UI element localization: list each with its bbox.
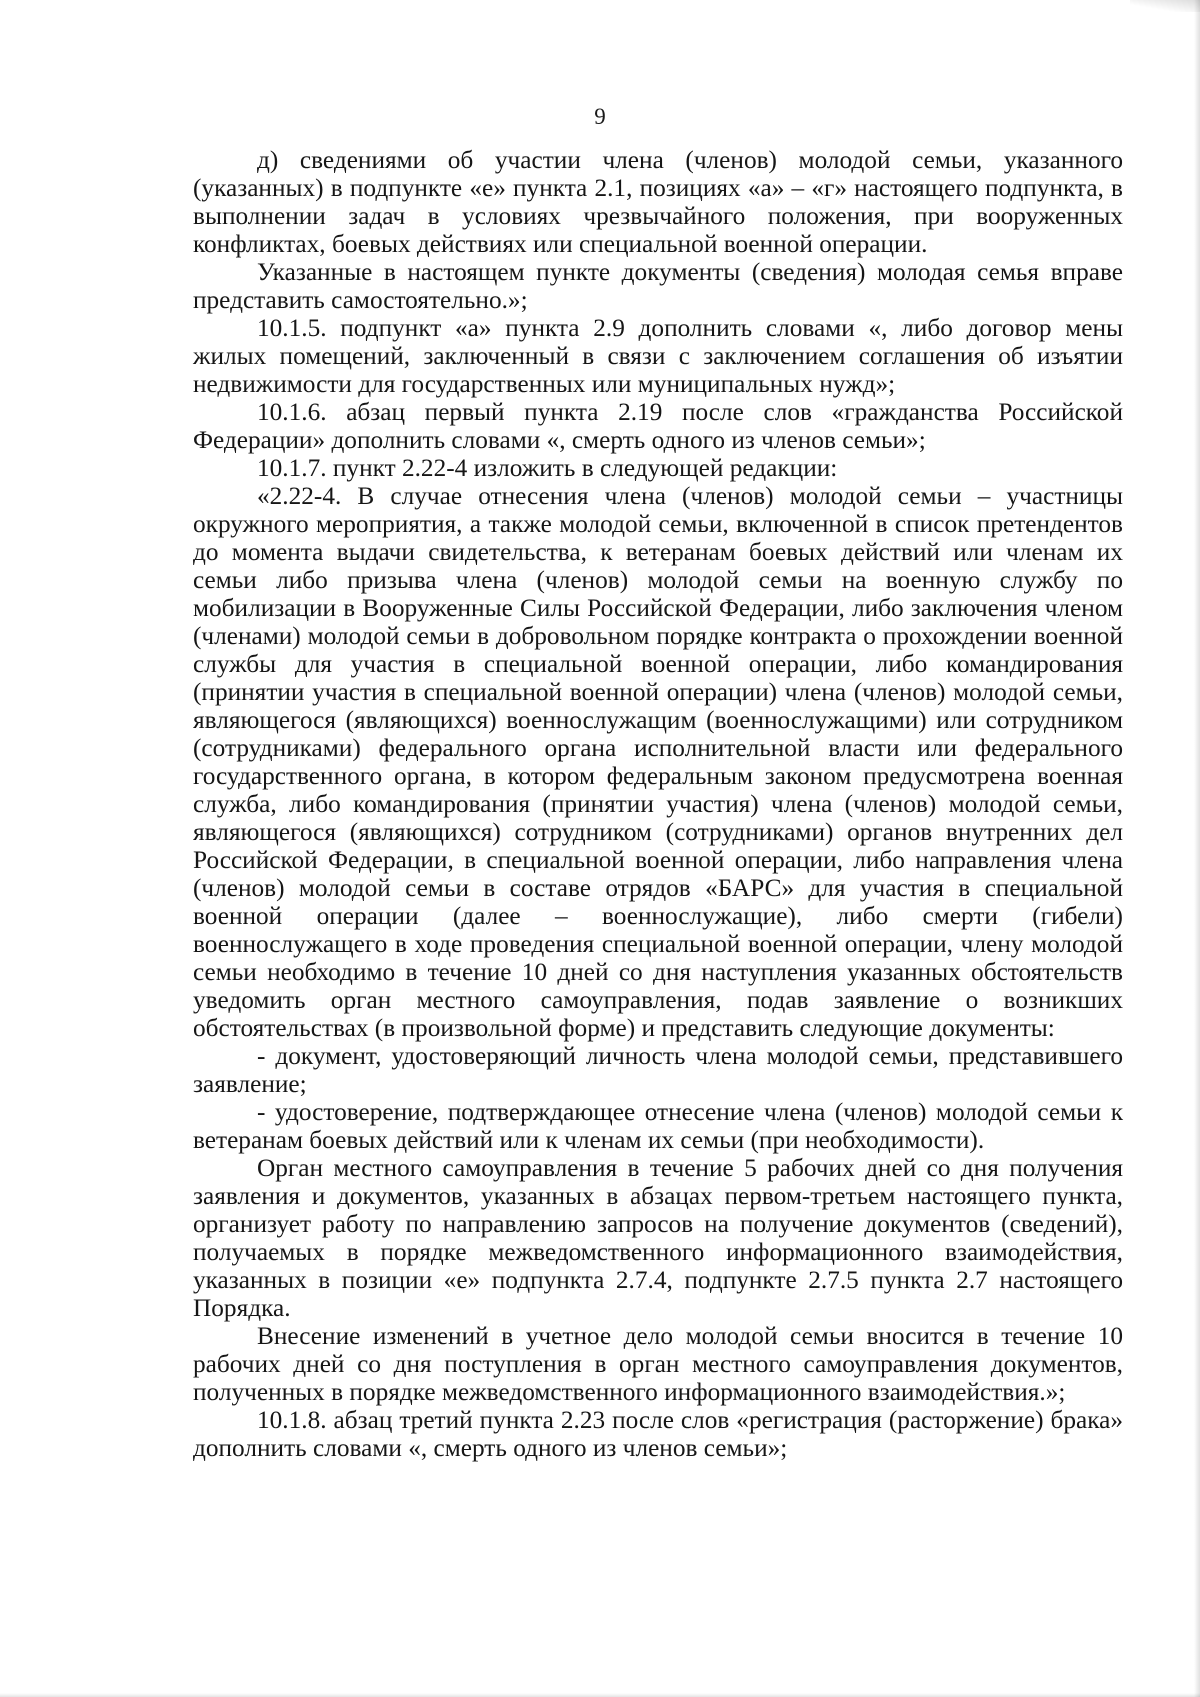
- scan-edge-right: [1194, 0, 1200, 1697]
- paragraph-veteran-certificate: - удостоверение, подтверждающее отнесение члена (членов) молодой семьи к ветеранам боевых действий или к членам их семьи (при необходимости).: [193, 1098, 1123, 1154]
- paragraph-identity-document: - документ, удостоверяющий личность члена молодой семьи, представившего заявление;: [193, 1042, 1123, 1098]
- scan-edge-bottom: [0, 1693, 1200, 1697]
- paragraph-10-1-6: 10.1.6. абзац первый пункта 2.19 после слов «гражданства Российской Федерации» дополнить словами «, смерть одного из членов семьи»;: [193, 398, 1123, 454]
- page-number: 9: [594, 104, 606, 129]
- paragraph-record-changes: Внесение изменений в учетное дело молодой семьи вносится в течение 10 рабочих дней со дня поступления в орган местного самоуправления документов, полученных в порядке межведомственного информационного взаимодействия.»;: [193, 1322, 1123, 1406]
- scan-corner-shadow: [1130, 0, 1200, 12]
- paragraph-10-1-7: 10.1.7. пункт 2.22-4 изложить в следующей редакции:: [257, 454, 838, 482]
- paragraph-2-22-4: «2.22-4. В случае отнесения члена (членов) молодой семьи – участницы окружного мероприятия, а также молодой семьи, включенной в список претендентов до момента выдачи свидетельства, к ветеранам боевых действий или членам их семьи либо призыва члена (членов) молодой семьи на военную службу по мобилизации в Вооруженные Силы Российской Федерации, либо заключения членом (членами) молодой семьи в добровольном порядке контракта о прохождении военной службы для участия в специальной военной операции, либо командирования (принятии участия в специальной военной операции) члена (членов) молодой семьи, являющегося (являющихся) военнослужащим (военнослужащими) или сотрудником (сотрудниками) федерального органа исполнительной власти или федерального государственного органа, в котором федеральным законом предусмотрена военная служба, либо командирования (принятии участия) члена (членов) молодой семьи, являющегося (являющихся) сотрудником (сотрудниками) органов внутренних дел Российской Федерации, в специальной военной операции, либо направления члена (членов) молодой семьи в составе отрядов «БАРС» для участия в специальной военной операции (далее – военнослужащие), либо смерти (гибели) военнослужащего в ходе проведения специальной военной операции, члену молодой семьи необходимо в течение 10 дней со дня наступления указанных обстоятельств уведомить орган местного самоуправления, подав заявление о возникших обстоятельствах (в произвольной форме) и представить следующие документы:: [193, 482, 1123, 1042]
- paragraph-d-item: д) сведениями об участии члена (членов) молодой семьи, указанного (указанных) в подпункте «е» пункта 2.1, позициях «а» – «г» настоящего подпункта, в выполнении задач в условиях чрезвычайного положения, при вооруженных конфликтах, боевых действиях или специальной военной операции.: [193, 146, 1123, 258]
- paragraph-10-1-5: 10.1.5. подпункт «а» пункта 2.9 дополнить словами «, либо договор мены жилых помещений, заключенный в связи с заключением соглашения об изъятии недвижимости для государственных или муниципальных нужд»;: [193, 314, 1123, 398]
- paragraph-10-1-8: 10.1.8. абзац третий пункта 2.23 после слов «регистрация (расторжение) брака» дополнить словами «, смерть одного из членов семьи»;: [193, 1406, 1123, 1462]
- document-body: [193, 146, 1123, 1462]
- paragraph-self-submission: Указанные в настоящем пункте документы (сведения) молодая семья вправе представить самостоятельно.»;: [193, 258, 1123, 314]
- paragraph-local-authority: Орган местного самоуправления в течение 5 рабочих дней со дня получения заявления и документов, указанных в абзацах первом-третьем настоящего пункта, организует работу по направлению запросов на получение документов (сведений), получаемых в порядке межведомственного информационного взаимодействия, указанных в позиции «е» подпункта 2.7.4, подпункте 2.7.5 пункта 2.7 настоящего Порядка.: [193, 1154, 1123, 1322]
